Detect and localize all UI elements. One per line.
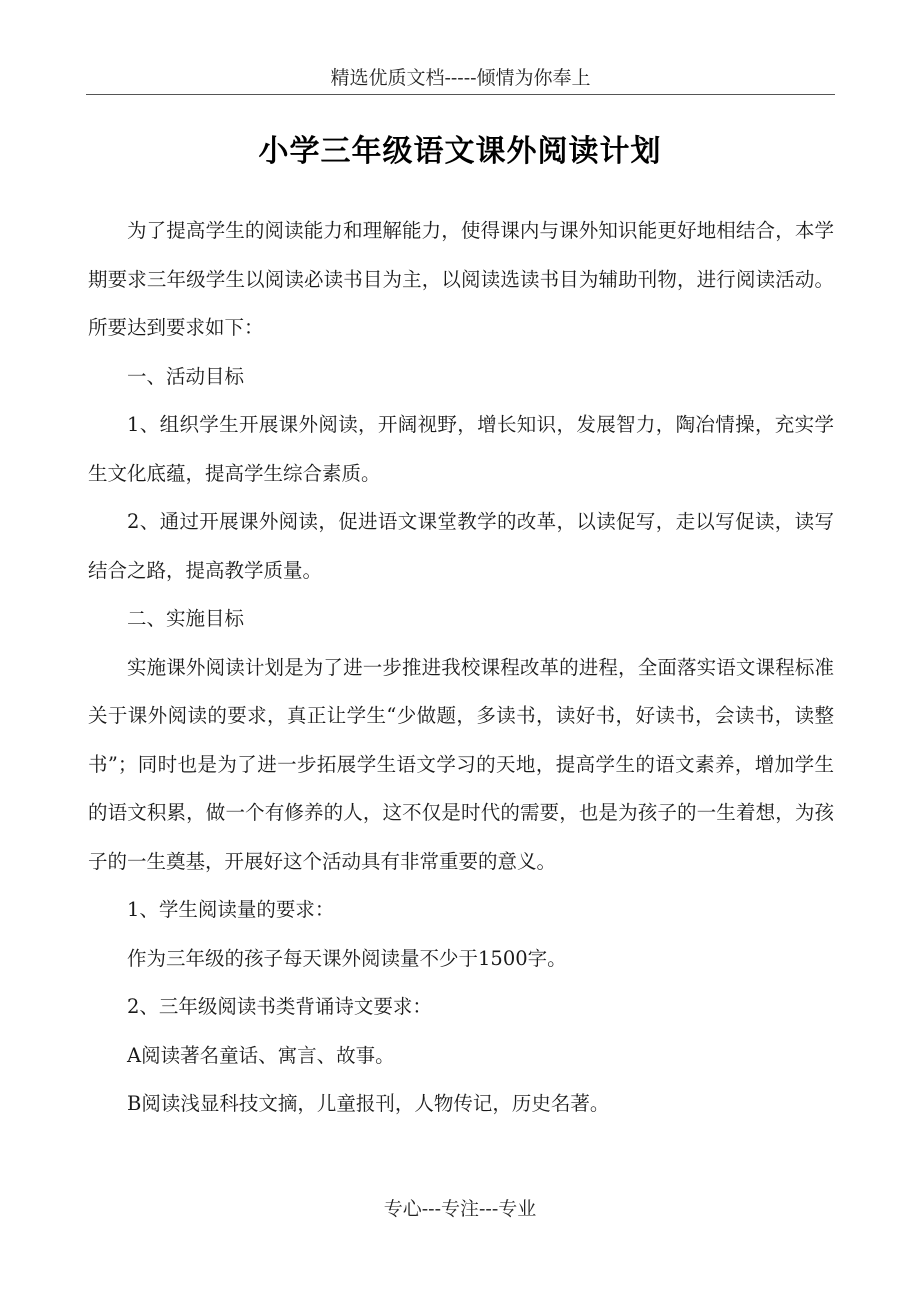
goal-item-1: 1、组织学生开展课外阅读，开阔视野，增长知识，发展智力，陶冶情操，充实学生文化底蕴，提高学生综合素质。 [88, 413, 834, 485]
book-type-item-b: B阅读浅显科技文摘，儿童报刊，人物传记，历史名著。 [127, 1092, 610, 1115]
page-header [86, 62, 835, 95]
document-body [88, 207, 834, 1129]
goal-item-2: 2、通过开展课外阅读，促进语文课堂教学的改革，以读促写，走以写促读，读写结合之路，提高教学质量。 [88, 510, 834, 582]
book-type-item-a: A阅读著名童话、寓言、故事。 [127, 1043, 395, 1067]
section-heading-activity-goals: 一、活动目标 [127, 364, 245, 388]
header-text: 精选优质文档-----倾情为你奉上 [330, 67, 591, 89]
footer-text: 专心---专注---专业 [383, 1198, 537, 1220]
document-title: 小学三年级语文课外阅读计划 [258, 134, 662, 169]
section-heading-implementation-goals: 二、实施目标 [127, 607, 245, 630]
intro-paragraph: 为了提高学生的阅读能力和理解能力，使得课内与课外知识能更好地相结合，本学期要求三年级学生以阅读必读书目为主，以阅读选读书目为辅助刊物，进行阅读活动。所要达到要求如下： [88, 219, 834, 339]
reading-volume-paragraph: 作为三年级的孩子每天课外阅读量不少于1500字。 [127, 946, 567, 970]
requirement-heading-reading-volume: 1、学生阅读量的要求： [127, 898, 335, 921]
page-footer [0, 1194, 920, 1224]
implementation-paragraph: 实施课外阅读计划是为了进一步推进我校课程改革的进程，全面落实语文课程标准关于课外阅读的要求，真正让学生“少做题，多读书，读好书，好读书，会读书，读整书”；同时也是为了进一步拓展学生语文学习的天地，提高学生的语文素养，增加学生的语文积累，做一个有修养的人，这不仅是时代的需要，也是为孩子的一生着想，为孩子的一生奠基，开展好这个活动具有非常重要的意义。 [88, 655, 834, 873]
requirement-heading-book-types: 2、三年级阅读书类背诵诗文要求： [127, 995, 432, 1018]
